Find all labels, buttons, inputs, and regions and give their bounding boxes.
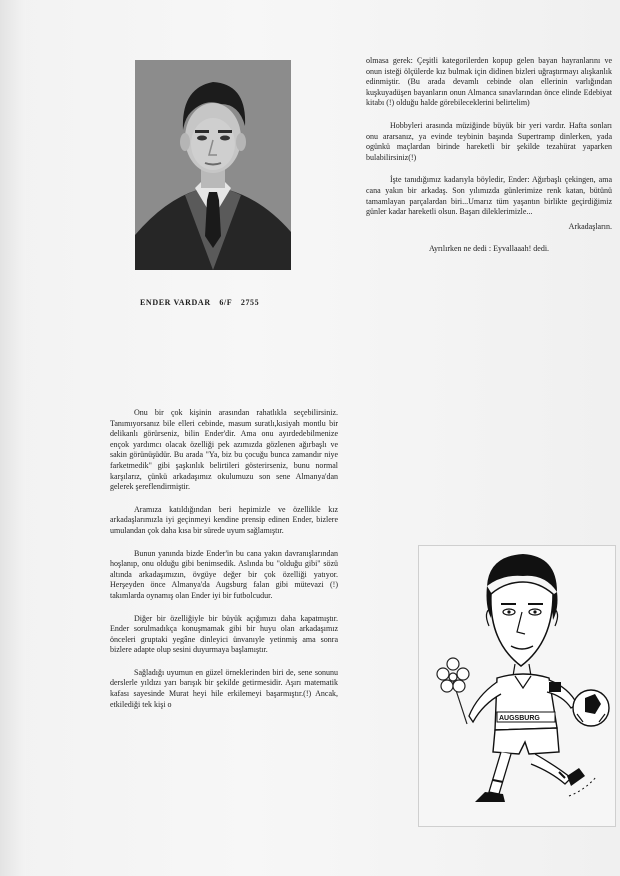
paragraph: Hobbyleri arasında müziğinde büyük bir yeri vardır. Hafta sonları onu ararsanız, ya evinde teybinin başında Supertramp dinlerken, yada ogünkü maçlardan birinde hareketli bir şekilde tezahürat yaparken bulabilirsiniz(!)	[366, 120, 612, 162]
student-class: 6/F	[219, 298, 233, 307]
football-icon	[573, 690, 609, 726]
signature: Arkadaşların.	[568, 221, 612, 231]
page-binding-edge	[0, 0, 26, 876]
paragraph: İşte tanıdığımız kadarıyla böyledir, Ender: Ağırbaşlı çekingen, ama cana yakın bir arkadaş. Son yılımızda günlerimize renk katan, bütünü tamamlayan parçalardan biri...Umarız tüm yaşantın birlikte geçirdiğimiz günler kadar hareketli olsun. Başarı dileklerimizle...	[366, 175, 612, 217]
farewell-line: Ayrılırken ne dedi : Eyvallaaah! dedi.	[428, 244, 550, 254]
right-text-column	[366, 56, 612, 267]
paragraph: Bunun yanında bizde Ender'in bu cana yakın davranışlarından hoşlanıp, onu olduğu gibi benimsedik. Aslında bu "olduğu gibi" sözü altında arkadaşımızın, övgüye değer bir çok özelliği yatıyor. Herşeyden önce Almanya'da Augsburg falan gibi mütevazi (!) takımlarda oynamış olan Ender iyi bir futbolcudur.	[110, 548, 338, 600]
shirt-text: AUGSBURG	[499, 715, 540, 722]
left-text-column	[110, 408, 338, 722]
student-number: 2755	[240, 298, 260, 307]
caricature-drawing	[418, 545, 616, 827]
student-name: ENDER VARDAR	[140, 298, 211, 307]
paragraph: Diğer bir özelliğiyle bir büyük açığımızı daha kapatmıştır. Ender sorulmadıkça konuşmamak gibi bir huyu olan arkadaşımız önceleri gruptaki yegâne dinleyici ünvanıyle yetinmiş ama sonra bizlere adapte olup sesini duyurmaya başlamıştır.	[110, 613, 338, 655]
paragraph: Aramıza katıldığından beri hepimizle ve özellikle kız arkadaşlarımızla iyi geçinmeyi kendine prensip edinen Ender, bizlere umulandan çok daha kısa bir sürede uyum sağlamıştır.	[110, 504, 338, 535]
photo-caption	[140, 298, 300, 307]
paragraph: olmasa gerek: Çeşitli kategorilerden kopup gelen bayan hayranlarını ve onun isteği ölçülerde kız bulmak için didinen bizleri uğraştırmayı alışkanlık edinmiştir. (Bu arada devamlı cebinde olan ellerinin varlığından kuşkuyadüşen bayanların onun Almanca sınavlarından önce elinde Edebiyat kitabı (!) olduğu halde görebileceklerini belirtelim)	[366, 56, 612, 108]
paragraph: Sağladığı uyumun en güzel örneklerinden biri de, sene sonunu derslerle yıldızı yarı barışık bir şekilde getirmesidir. Aşırı matematik kafası sayesinde Murat heyi hile erkilemeyi başarmıştır.(!) Ancak, etkilediği tek kişi o	[110, 667, 338, 709]
portrait-photo	[135, 60, 291, 270]
paragraph: Onu bir çok kişinin arasından rahatlıkla seçebilirsiniz. Tanımıyorsanız bile elleri cebinde, masum suratlı,kısiyah montlu bir delikanlı görürseniz, bilin Ender'dir. Ama onu ayırdedebilmenize ençok yardımcı olacak özelliği pek azımızda gözlenen ağırbaşlı ve sakin görünüşüdür. Bu arada "Ya, biz bu çocuğu bunca zamandır niye farketmedik" gibi şaşkınlık belirtileri gösterirseniz, bunu normal karşılarız, çünkü arkadaşımız okulumuzu son sene Almanya'dan gelerek şereflendirmiştir.	[110, 408, 338, 492]
